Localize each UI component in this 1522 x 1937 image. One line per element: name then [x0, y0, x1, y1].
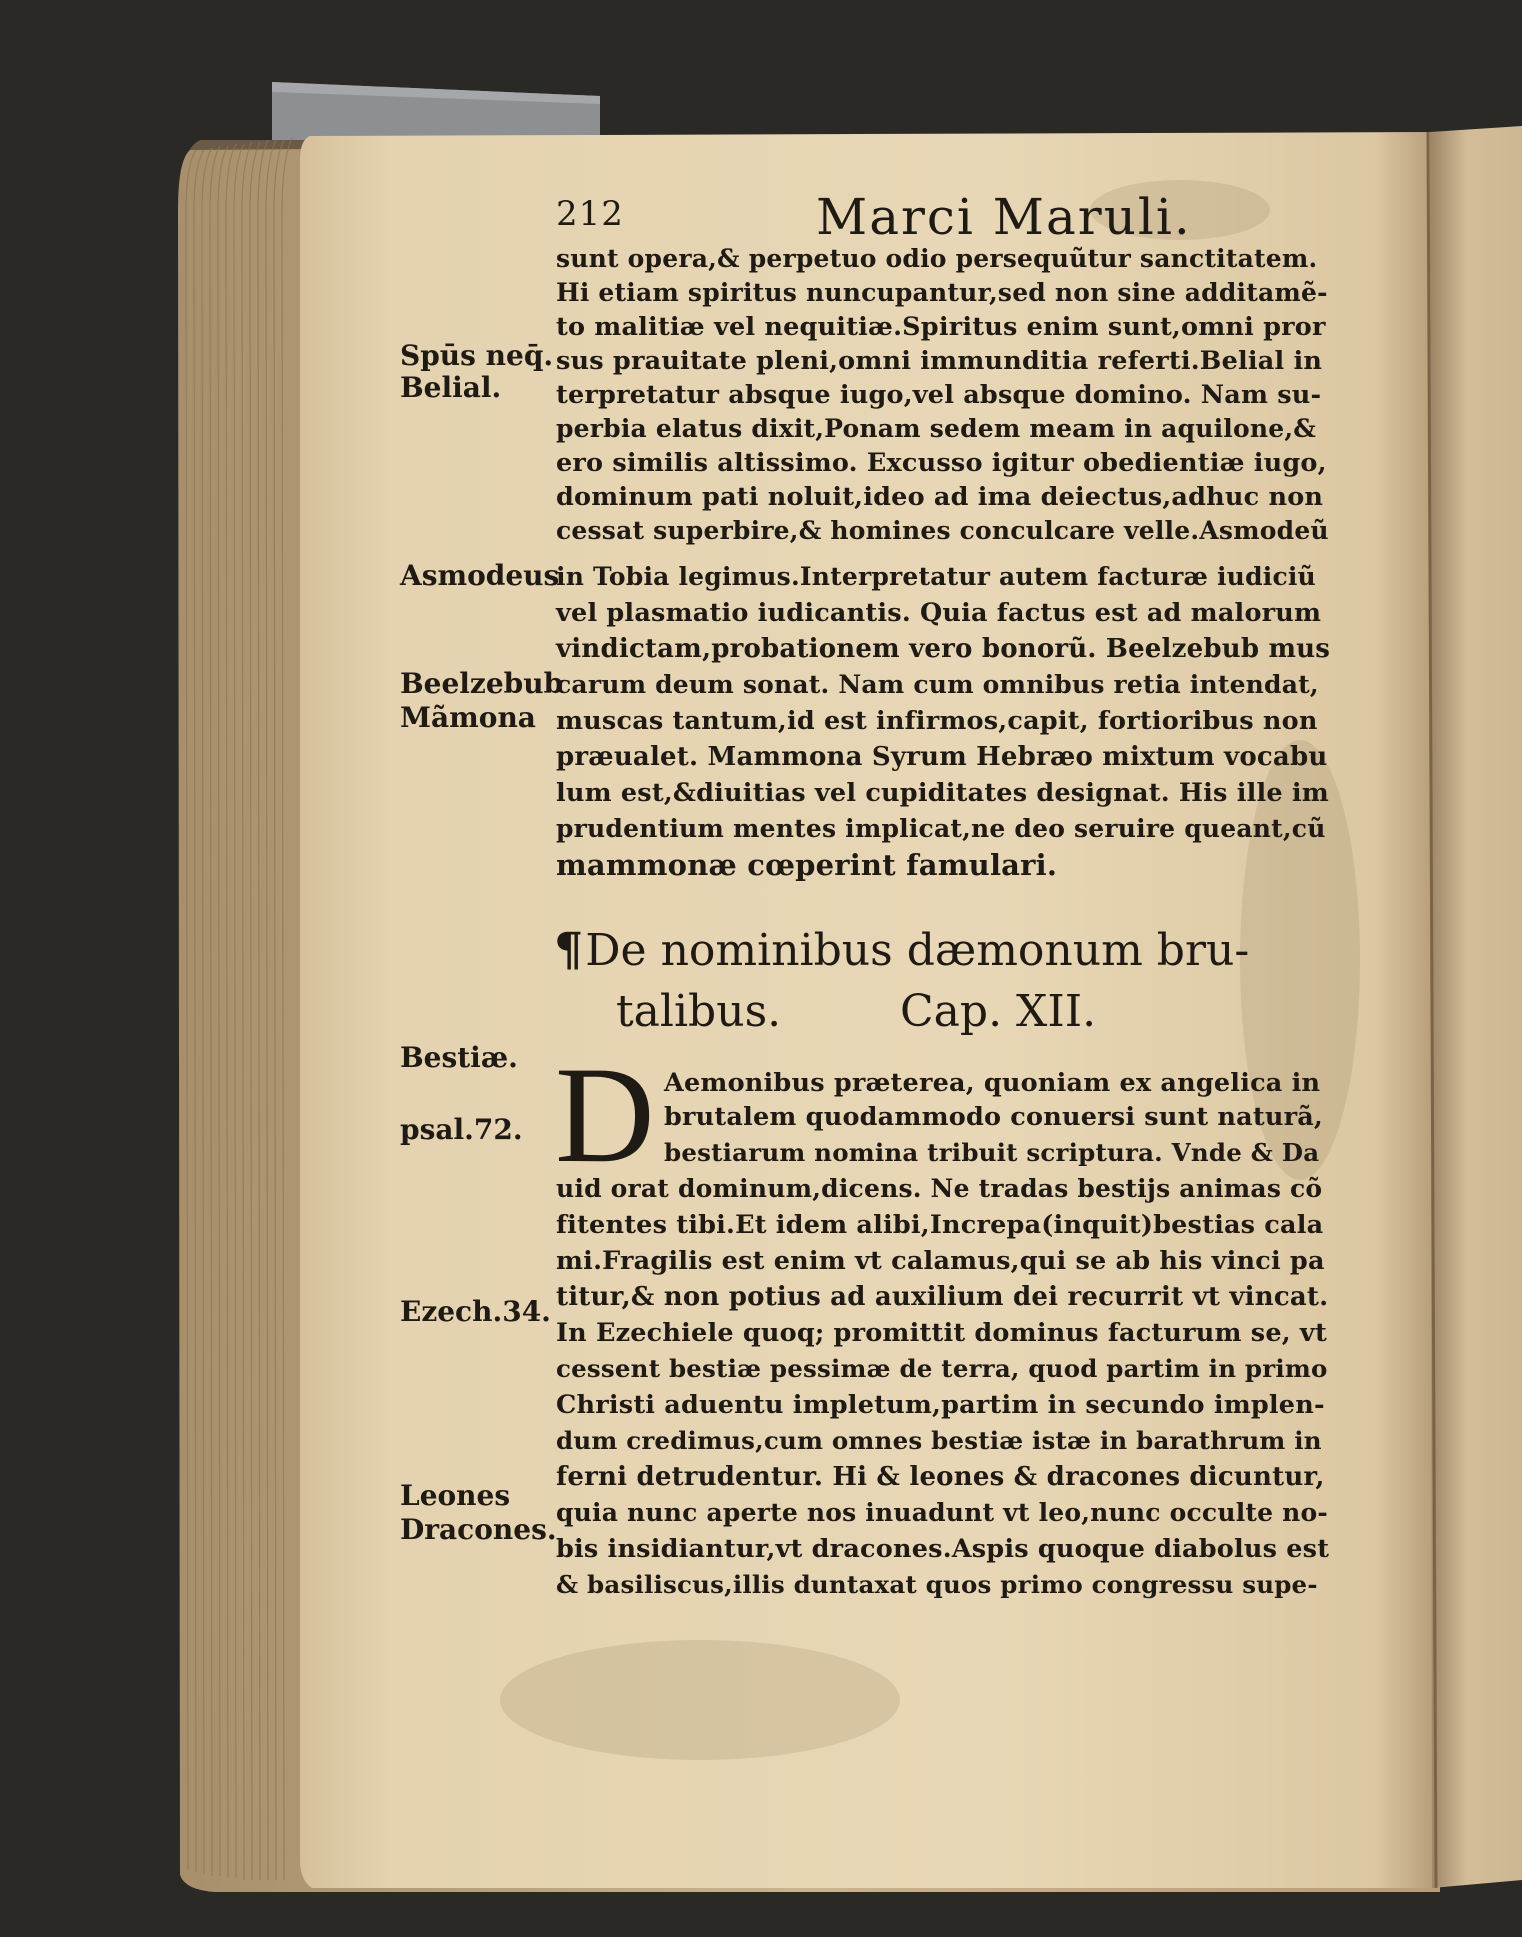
text-line: dum credimus,cum omnes bestiæ istæ in barathrum in — [556, 1426, 1322, 1455]
marginal-note: Dracones. — [400, 1513, 557, 1546]
text-line: muscas tantum,id est infirmos,capit, fortioribus non — [556, 706, 1318, 736]
text-line: Aemonibus præterea, quoniam ex angelica in — [664, 1068, 1321, 1098]
marginal-note: Ezech.34. — [400, 1295, 551, 1328]
pilcrow-mark: ¶ — [554, 922, 584, 976]
text-line: prudentium mentes implicat,ne deo seruire queant,cũ — [556, 814, 1326, 843]
text-line: bis insidiantur,vt dracones.Aspis quoque diabolus est — [556, 1534, 1330, 1564]
text-line: in Tobia legimus.Interpretatur autem facturæ iudiciũ — [556, 562, 1316, 591]
text-line: lum est,&diuitias vel cupiditates designat. His ille im — [556, 778, 1329, 808]
text-line: terpretatur absque iugo,vel absque domino. Nam su- — [556, 380, 1322, 410]
marginal-note: psal.72. — [400, 1113, 523, 1146]
drop-cap: D — [555, 1038, 655, 1191]
marginal-note: Beelzebub — [400, 667, 564, 700]
text-line: cessent bestiæ pessimæ de terra, quod partim in primo — [556, 1354, 1328, 1383]
page-number: 212 — [556, 194, 624, 234]
text-line: cessat superbire,& homines conculcare velle.Asmodeũ — [556, 516, 1329, 545]
text-line: In Ezechiele quoq; promittit dominus facturum se, vt — [556, 1318, 1327, 1348]
marginal-note: Spūs neq̄. — [400, 339, 554, 372]
text-line: fitentes tibi.Et idem alibi,Increpa(inquit)bestias cala — [556, 1210, 1324, 1240]
marginal-note: Belial. — [400, 371, 502, 404]
text-line: quia nunc aperte nos inuadunt vt leo,nunc occulte no- — [556, 1498, 1328, 1527]
text-line: sus prauitate pleni,omni immunditia referti.Belial in — [556, 346, 1323, 376]
text-line: carum deum sonat. Nam cum omnibus retia intendat, — [556, 670, 1319, 699]
text-line: brutalem quodammodo conuersi sunt naturã, — [664, 1102, 1323, 1132]
text-line: dominum pati noluit,ideo ad ima deiectus,adhuc non — [556, 482, 1324, 512]
text-line: perbia elatus dixit,Ponam sedem meam in aquilone,& — [556, 414, 1316, 443]
marginal-note: Asmodeus — [400, 559, 560, 592]
text-line: & basiliscus,illis duntaxat quos primo congressu supe- — [556, 1570, 1318, 1599]
marginal-note: Leones — [400, 1479, 511, 1512]
chapter-number: Cap. XII. — [900, 986, 1097, 1037]
text-line: mammonæ cœperint famulari. — [556, 848, 1058, 882]
text-line: Hi etiam spiritus nuncupantur,sed non sine additamẽ- — [556, 278, 1328, 307]
text-line: ferni detrudentur. Hi & leones & dracones dicuntur, — [556, 1462, 1325, 1492]
marginal-note: Mãmona — [400, 701, 536, 734]
text-line: mi.Fragilis est enim vt calamus,qui se ab his vinci pa — [556, 1246, 1325, 1276]
text-line: bestiarum nomina tribuit scriptura. Vnde & Da — [664, 1138, 1320, 1167]
text-line: ero similis altissimo. Excusso igitur obedientiæ iugo, — [556, 448, 1327, 478]
text-line: præualet. Mammona Syrum Hebræo mixtum vocabu — [556, 742, 1328, 772]
chapter-heading-line1: De nominibus dæmonum bru- — [585, 925, 1250, 976]
text-line: vindictam,probationem vero bonorũ. Beelzebub mus — [556, 634, 1331, 664]
text-line: Christi aduentu impletum,partim in secundo implen- — [556, 1390, 1325, 1420]
chapter-heading — [554, 922, 1249, 976]
running-head — [556, 188, 1316, 248]
chapter-heading-line2: talibus. — [616, 986, 782, 1037]
running-title: Marci Maruli. — [816, 188, 1192, 246]
text-line: uid orat dominum,dicens. Ne tradas bestijs animas cõ — [556, 1174, 1323, 1203]
marginal-note: Bestiæ. — [400, 1041, 518, 1074]
text-line: to malitiæ vel nequitiæ.Spiritus enim sunt,omni pror — [556, 312, 1326, 342]
text-line: titur,& non potius ad auxilium dei recurrit vt vincat. — [556, 1282, 1329, 1312]
text-line: sunt opera,& perpetuo odio persequũtur sanctitatem. — [556, 244, 1318, 273]
text-line: vel plasmatio iudicantis. Quia factus est ad malorum — [556, 598, 1322, 628]
